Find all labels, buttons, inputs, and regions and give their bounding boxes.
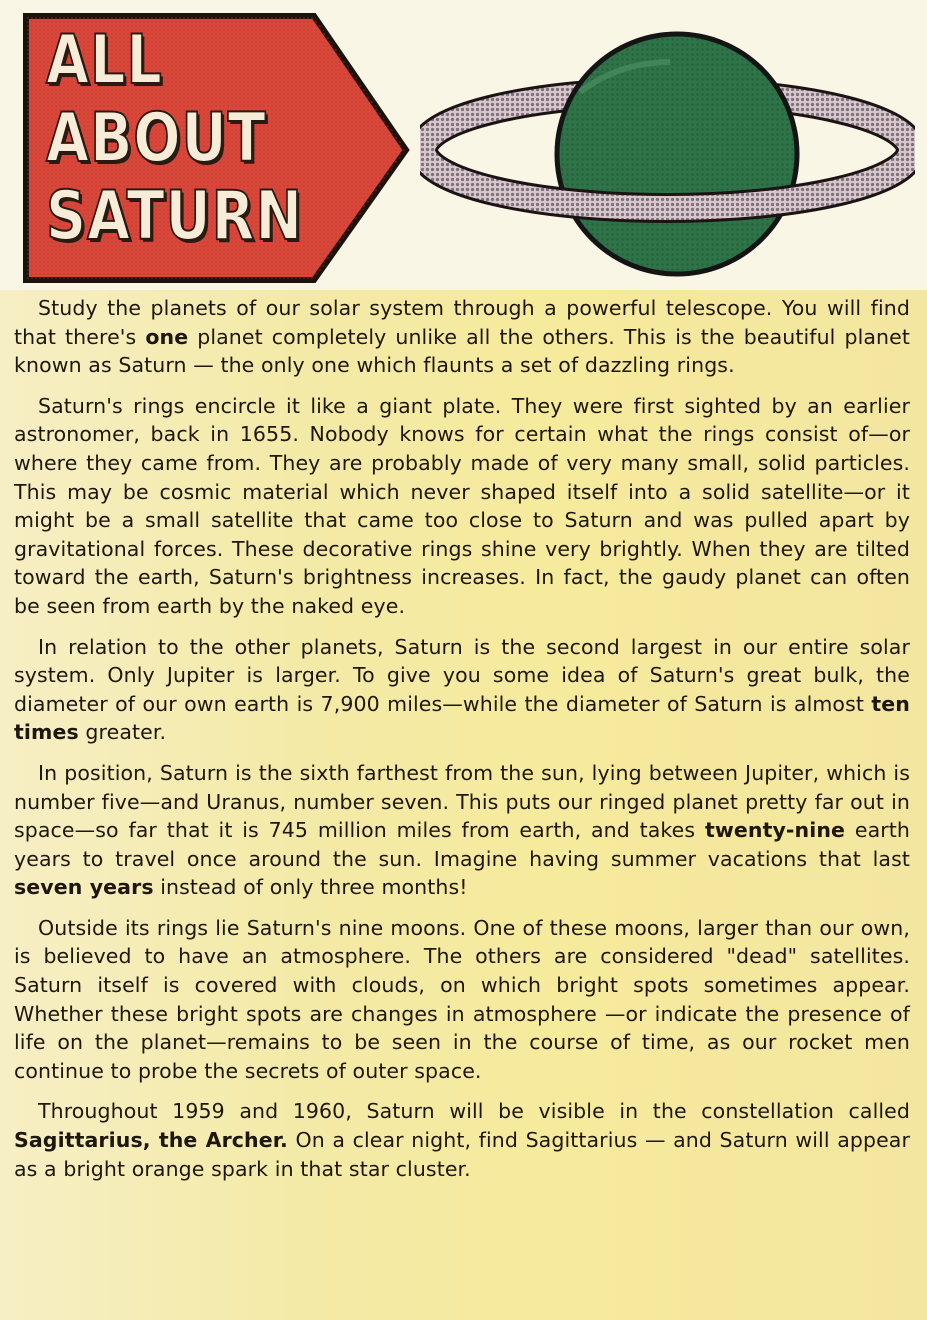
paragraph-4-emphasis-b: seven years: [14, 875, 154, 900]
paragraph-4-text-b: earth years to travel once around the sun. Imagine having summer vacations that last: [14, 818, 910, 871]
paragraph-6-text-b: On a clear night, find Sagittarius — and Saturn will appear as a bright orange spark in that star cluster.: [14, 1128, 910, 1181]
title-line-about: ABOUT: [46, 99, 267, 178]
header-panel: [0, 0, 927, 290]
saturn-illustration: [420, 22, 915, 282]
article-body: [14, 294, 910, 1195]
paragraph-1: [14, 294, 910, 380]
title-line-all: ALL: [46, 21, 163, 100]
paragraph-5: [14, 914, 910, 1086]
paragraph-6-emphasis: Sagittarius, the Archer.: [14, 1128, 288, 1153]
paragraph-4-emphasis-a: twenty-nine: [704, 818, 846, 843]
paragraph-5-text: Outside its rings lie Saturn's nine moons. One of these moons, larger than our own, is believed to have an atmosphere. The others are considered "dead" satellites. Saturn itself is covered with clouds, on which bright spots sometimes appear. Whether these bright spots are changes in atmosphere —or indicate the presence of life on the planet—remains to be seen in the course of time, as our rocket men continue to probe the secrets of outer space.: [14, 915, 910, 1083]
paragraph-6: [14, 1097, 910, 1183]
paragraph-1-text-a: Study the planets of our solar system through a powerful telescope. You will find that there's: [14, 296, 910, 349]
paragraph-2: [14, 392, 910, 621]
paragraph-3-text-b: greater.: [78, 720, 167, 745]
paragraph-4-text-a: In position, Saturn is the sixth farthest from the sun, lying between Jupiter, which is number five—and Uranus, number seven. This puts our ringed planet pretty far out in space—so far that it is 745 million miles from earth, and takes: [14, 760, 910, 843]
planet-body: [557, 34, 797, 274]
paragraph-1-emphasis: one: [145, 324, 189, 349]
paragraph-4-text-c: instead of only three months!: [153, 875, 468, 900]
paragraph-1-text-b: planet completely unlike all the others. This is the beautiful planet known as Saturn — the only one which flaunts a set of dazzling rings.: [14, 324, 910, 378]
paragraph-3-emphasis: ten times: [14, 691, 910, 745]
paragraph-2-text: Saturn's rings encircle it like a giant plate. They were first sighted by an earlier astronomer, back in 1655. Nobody knows for certain what the rings consist of—or where they came from. They are probably made of very many small, solid particles. This may be cosmic material which never shaped itself into a solid satellite—or it might be a small satellite that came too close to Saturn and was pulled apart by gravitational forces. These decorative rings shine very brightly. When they are tilted toward the earth, Saturn's brightness increases. In fact, the gaudy planet can often be seen from earth by the naked eye.: [14, 393, 910, 618]
paragraph-3: [14, 633, 910, 747]
paragraph-4: [14, 759, 910, 902]
paragraph-6-text-a: Throughout 1959 and 1960, Saturn will be visible in the constellation called: [38, 1099, 910, 1124]
title-line-saturn: SATURN: [46, 177, 303, 256]
paragraph-3-text-a: In relation to the other planets, Saturn is the second largest in our entire solar system. Only Jupiter is larger. To give you some idea of Saturn's great bulk, the diameter of our own earth is 7,900 miles—while the diameter of Saturn is almost: [14, 634, 910, 716]
